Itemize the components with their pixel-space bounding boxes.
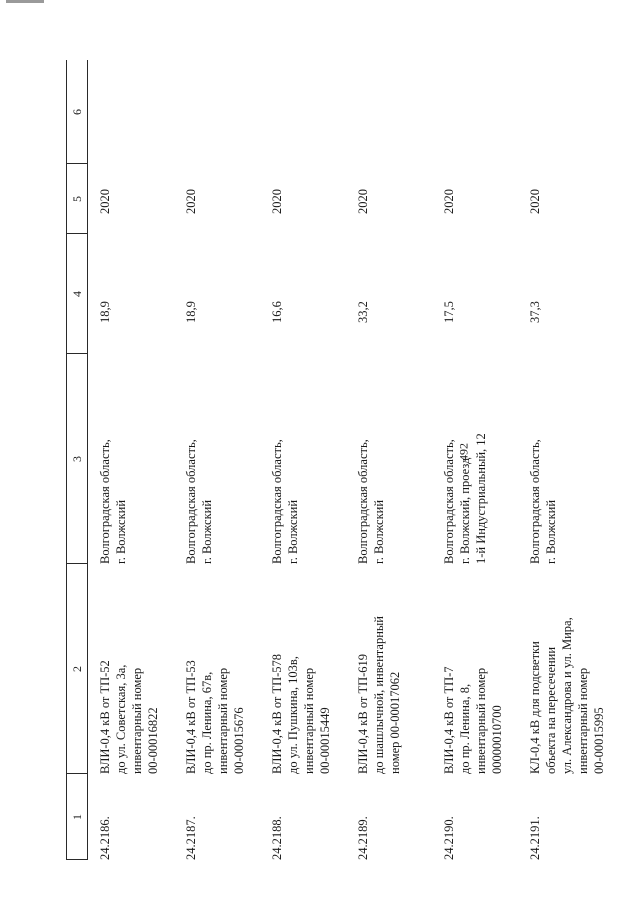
object-length: 18,9 (184, 301, 198, 323)
object-year: 2020 (356, 189, 370, 214)
object-address: Волгоградская область, г. Волжский (270, 439, 300, 564)
header-col-3: 3 (70, 456, 84, 462)
object-name: ВЛИ-0,4 кВ от ТП-578 до ул. Пушкина, 103в, инвентарный номер 00-00015449 (270, 653, 332, 774)
object-address: Волгоградская область, г. Волжский (528, 439, 558, 564)
object-year: 2020 (98, 189, 112, 214)
table-row (86, 60, 172, 860)
header-col-5: 5 (70, 196, 84, 202)
object-name: ВЛИ-0,4 кВ от ТП-53 до пр. Ленина, 67в, инвентарный номер 00-00015676 (184, 660, 246, 774)
row-number: 24.2186. (98, 816, 112, 860)
table-row (430, 60, 516, 860)
table-row (258, 60, 344, 860)
object-length: 18,9 (98, 301, 112, 323)
object-length: 16,6 (270, 301, 284, 323)
object-address: Волгоградская область, г. Волжский (184, 439, 214, 564)
object-length: 17,5 (442, 301, 456, 323)
header-col-4: 4 (70, 291, 84, 297)
object-address: Волгоградская область, г. Волжский, проезд 1-й Индустриальный, 12 (442, 433, 488, 564)
object-name: ВЛИ-0,4 кВ от ТП-52 до ул. Советская, 3а, инвентарный номер 00-00016822 (98, 660, 160, 774)
header-col-1: 1 (70, 814, 84, 820)
object-length: 33,2 (356, 301, 370, 323)
object-year: 2020 (184, 189, 198, 214)
page-number: 492 (456, 443, 471, 461)
row-number: 24.2189. (356, 816, 370, 860)
object-address: Волгоградская область, г. Волжский (98, 439, 128, 564)
object-name: КЛ-0,4 кВ для подсветки объекта на пересечении ул. Александрова и ул. Мира, инвентарный номер 00-00015995 (528, 617, 606, 774)
object-address: Волгоградская область, г. Волжский (356, 439, 386, 564)
rotated-table (66, 60, 630, 860)
object-year: 2020 (442, 189, 456, 214)
row-number: 24.2188. (270, 816, 284, 860)
table-row (516, 60, 606, 860)
table-row (172, 60, 258, 860)
header-col-6: 6 (70, 109, 84, 115)
object-length: 37,3 (528, 301, 542, 323)
row-number: 24.2187. (184, 816, 198, 860)
header-col-2: 2 (70, 666, 84, 672)
object-name: ВЛИ-0,4 кВ от ТП-7 до пр. Ленина, 8, инвентарный номер 00000010700 (442, 666, 504, 774)
row-number: 24.2191. (528, 816, 542, 860)
object-year: 2020 (528, 189, 542, 214)
table-row (344, 60, 430, 860)
table-header-row (66, 60, 88, 860)
row-number: 24.2190. (442, 816, 456, 860)
object-name: ВЛИ-0,4 кВ от ТП-619 до шашлычной, инвентарный номер 00-00017062 (356, 616, 402, 774)
scan-corner-mark (6, 0, 44, 3)
object-year: 2020 (270, 189, 284, 214)
